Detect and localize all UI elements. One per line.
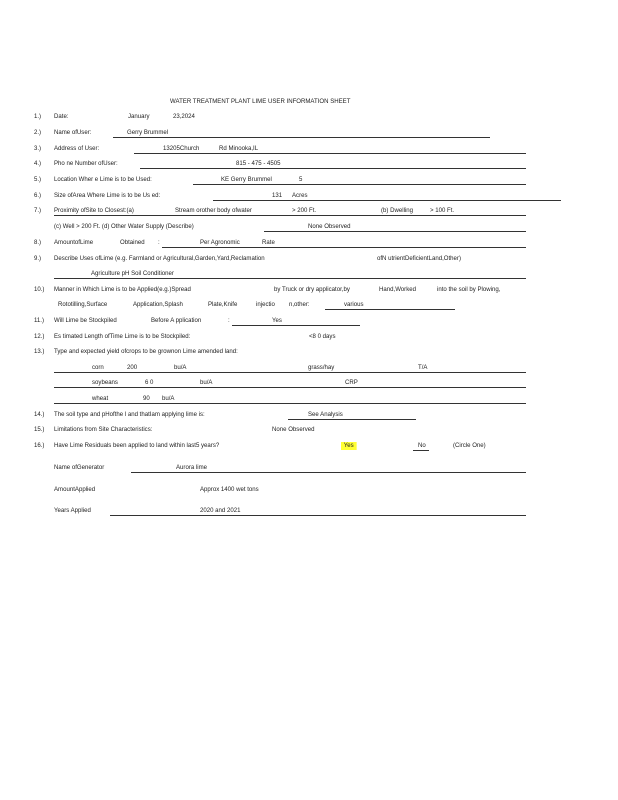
amount-applied-value: Approx 1400 wet tons [200, 486, 259, 493]
name-value: Gerry Brummel [127, 129, 169, 136]
soil-line [288, 419, 416, 420]
duration-value: <8 0 days [309, 333, 336, 340]
address-line [134, 153, 526, 154]
generator-label: Name ofGenerator [54, 464, 105, 471]
location-number: 5 [299, 176, 303, 183]
proximity-line [54, 215, 526, 216]
row-number: 8.) [34, 239, 42, 246]
crops-label: Type and expected yield ofcrops to be grownon Lime amended land: [54, 348, 238, 355]
crop-name: corn [92, 364, 104, 371]
crop-yield: 200 [127, 364, 138, 371]
location-value: KE Gerry Brummel [221, 176, 272, 183]
manner-label-9: n,other: [289, 301, 310, 308]
proximity-other-value: None Observed [308, 223, 351, 230]
size-unit: Acres [292, 192, 308, 199]
crop-name-2: CRP [345, 379, 358, 386]
stockpile-line [232, 325, 360, 326]
manner-label-6: Application,Splash [133, 301, 183, 308]
soil-value: See Analysis [308, 411, 343, 418]
residuals-yes: Yes [341, 442, 356, 450]
stockpile-value: Yes [272, 317, 282, 324]
proximity-stream: Stream orother body ofwater [175, 207, 252, 214]
proximity-dwelling: (b) Dwelling [381, 207, 414, 214]
manner-label-2: by Truck or dry applicator,by [274, 286, 350, 293]
manner-label-3: Hand,Worked [379, 286, 416, 293]
proximity-well-label: (c) Well > 200 Ft. (d) Other Water Supply (Describe) [54, 223, 194, 230]
name-label: Name ofUser: [54, 129, 92, 136]
amount-colon: : [158, 239, 160, 246]
generator-line [131, 472, 526, 473]
row-number: 5.) [34, 176, 42, 183]
row-number: 13.) [34, 348, 45, 355]
row-number: 10.) [34, 286, 45, 293]
name-line [113, 137, 490, 138]
phone-value: 815 - 475 - 4505 [236, 160, 281, 167]
proximity-stream-distance: > 200 Ft. [292, 207, 317, 214]
row-number: 6.) [34, 192, 42, 199]
manner-line [325, 309, 455, 310]
address-city: Rd Minooka,IL [219, 145, 259, 152]
crop-name-2: grass/hay [308, 364, 335, 371]
stockpile-label-2: Before A pplication [151, 317, 202, 324]
limitations-value: None Observed [272, 426, 315, 433]
location-line [193, 184, 526, 185]
row-number: 4.) [34, 160, 42, 167]
amount-label: AmountofLime [54, 239, 94, 246]
proximity-other-line [264, 231, 526, 232]
crop-name: soybeans [92, 379, 118, 386]
row-number: 7.) [34, 207, 42, 214]
residuals-label: Have Lime Residuals been applied to land within last5 years? [54, 442, 220, 449]
proximity-dwelling-distance: > 100 Ft. [430, 207, 455, 214]
sheet-title: WATER TREATMENT PLANT LIME USER INFORMATION SHEET [170, 98, 351, 105]
uses-value: Agriculture pH Soil Conditioner [91, 270, 174, 277]
residuals-line [413, 450, 429, 451]
generator-value: Aurora lime [176, 464, 208, 471]
manner-label-7: Plate,Knife [208, 301, 238, 308]
amount-rate: Rate [262, 239, 275, 246]
size-line [213, 200, 561, 201]
crop-line [54, 372, 526, 373]
row-number: 14.) [34, 411, 45, 418]
crop-unit-2: T/A [418, 364, 428, 371]
size-label: Size ofArea Where Lime is to be Us ed: [54, 192, 161, 199]
manner-label: Manner in Which Lime is to be Applied(e.g.)Spread [54, 286, 191, 293]
crop-yield: 90 [143, 395, 150, 402]
amount-value: Per Agronomic [200, 239, 240, 246]
soil-label: The soil type and pHofthe l and thatIam applying lime is: [54, 411, 205, 418]
amount-applied-label: AmountApplied [54, 486, 96, 493]
row-number: 15.) [34, 426, 45, 433]
phone-label: Pho ne Number ofUser: [54, 160, 118, 167]
years-applied-value: 2020 and 2021 [200, 507, 241, 514]
manner-label-4: into the soil by Plowing, [437, 286, 501, 293]
stockpile-label: Will Lime be Stockpiled [54, 317, 117, 324]
row-number: 11.) [34, 317, 45, 324]
uses-label: Describe Uses ofLime (e.g. Farmland or Agricultural,Garden,Yard,Reclamation [54, 255, 265, 262]
date-label: Date: [54, 113, 69, 120]
date-day-year: 23,2024 [173, 113, 195, 120]
crop-yield: 6 0 [145, 379, 154, 386]
crop-line [54, 387, 526, 388]
date-month: January [128, 113, 150, 120]
amount-line [162, 247, 526, 248]
duration-label: Es timated Length ofTime Lime is to be Stockpiled: [54, 333, 191, 340]
manner-label-8: injectio [256, 301, 275, 308]
crop-unit: bu/A [174, 364, 187, 371]
row-number: 12.) [34, 333, 45, 340]
manner-label-5: Rototilling,Surface [58, 301, 108, 308]
manner-value: various [344, 301, 364, 308]
crop-unit: bu/A [200, 379, 213, 386]
crop-unit: bu/A [162, 395, 175, 402]
row-number: 16.) [34, 442, 45, 449]
proximity-label: Proximity ofSite to Closest:(a) [54, 207, 134, 214]
phone-line [140, 168, 526, 169]
amount-obtained: Obtained [120, 239, 145, 246]
row-number: 9.) [34, 255, 42, 262]
stockpile-colon: : [228, 317, 230, 324]
uses-label-cont: ofN utrientDeficientLand,Other) [377, 255, 461, 262]
residuals-no: No [418, 442, 426, 449]
address-label: Address of User: [54, 145, 100, 152]
row-number: 1.) [34, 113, 42, 120]
crop-line [54, 403, 526, 404]
location-label: Location Wher e Lime is to be Used: [54, 176, 152, 183]
address-street: 13205Church [163, 145, 200, 152]
row-number: 3.) [34, 145, 42, 152]
size-value: 131 [272, 192, 283, 199]
residuals-circle-note: (Circle One) [453, 442, 486, 449]
row-number: 2.) [34, 129, 42, 136]
years-applied-label: Years Applied [54, 507, 91, 514]
crop-name: wheat [92, 395, 109, 402]
limitations-label: Limitations from Site Characteristics: [54, 426, 153, 433]
years-applied-line [110, 515, 526, 516]
uses-line [54, 278, 526, 279]
